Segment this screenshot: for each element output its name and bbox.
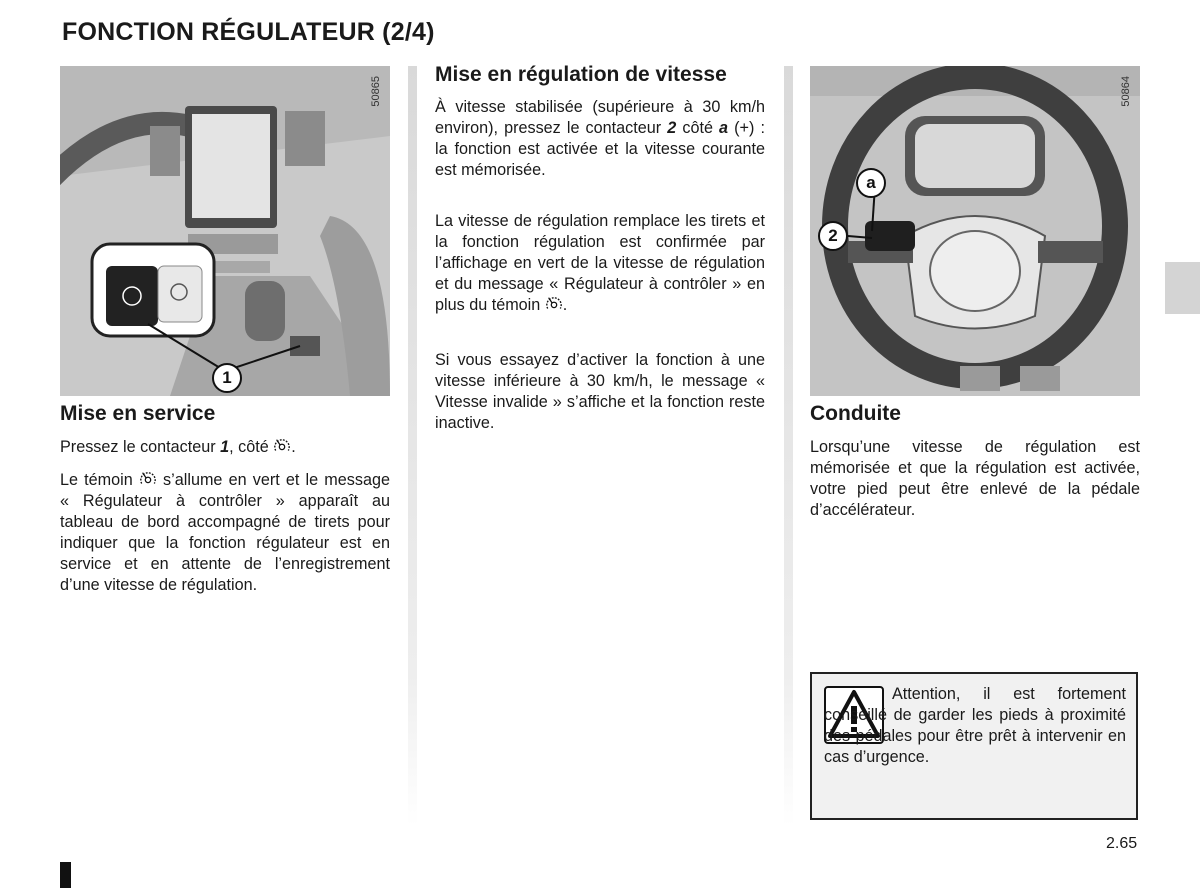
steering-wheel-drawing bbox=[810, 66, 1140, 396]
paragraph-mise-en-service-1 bbox=[60, 437, 390, 458]
text: . bbox=[291, 438, 296, 456]
paragraph-regulation-3: Si vous essayez d’activer la fonction à une vitesse inférieure à 30 km/h, le message « Vitesse invalide » s’affiche et la fonction reste inactive. bbox=[435, 351, 765, 432]
speedometer-icon bbox=[273, 437, 291, 455]
console-illustration bbox=[60, 66, 390, 396]
heading-conduite: Conduite bbox=[810, 402, 901, 425]
steering-wheel-illustration bbox=[810, 66, 1140, 396]
heading-mise-en-service: Mise en service bbox=[60, 402, 216, 425]
page-number: 2.65 bbox=[1106, 835, 1138, 852]
text: . bbox=[562, 296, 568, 314]
text: Pressez le contacteur bbox=[60, 438, 221, 456]
switch-number: 2 bbox=[667, 119, 677, 137]
speedometer-icon bbox=[545, 295, 563, 313]
column-divider-left bbox=[408, 66, 417, 826]
paragraph-mise-en-service-2 bbox=[60, 470, 390, 596]
callout-a: a bbox=[856, 168, 886, 198]
image-ref-code: 50865 bbox=[370, 76, 382, 107]
switch-number: 1 bbox=[220, 438, 230, 456]
column-divider-right bbox=[784, 66, 793, 826]
text: , côté bbox=[229, 438, 274, 456]
text: s’allume en vert et le message « Régulateur à contrôler » apparaît au tableau de bord accompagné de tirets pour indiquer que la fonction régulateur est en service et en attente de l’enregistrement d’une vitesse de régulation. bbox=[60, 471, 390, 594]
text: côté bbox=[676, 119, 720, 137]
warning-text: Attention, il est fortement conseillé de garder les pieds à proximité des pédales pour être prêt à intervenir en cas d’urgence. bbox=[824, 685, 1126, 766]
text: La vitesse de régulation remplace les tirets et la fonction régulation est confirmée par l’affichage en vert de la vitesse de régulation et du message « Régulateur à contrôler » en plus du témoin bbox=[435, 212, 765, 314]
warning-box bbox=[810, 672, 1138, 820]
heading-mise-en-regulation: Mise en régulation de vitesse bbox=[435, 63, 727, 86]
callout-2: 2 bbox=[818, 221, 848, 251]
crop-mark bbox=[60, 862, 71, 888]
paragraph-regulation-2 bbox=[435, 211, 765, 316]
speedometer-icon bbox=[139, 470, 157, 488]
text: À vitesse stabilisée (supérieure à 30 km/h environ), pressez le contacteur bbox=[435, 98, 765, 137]
callout-1: 1 bbox=[212, 363, 242, 393]
text: Le témoin bbox=[60, 471, 139, 489]
paragraph-regulation-1 bbox=[435, 97, 765, 181]
text: (+) : la fonction est activée et la vitesse courante est mémorisée. bbox=[435, 119, 765, 179]
page-title: FONCTION RÉGULATEUR (2/4) bbox=[62, 18, 435, 46]
chapter-tab bbox=[1165, 262, 1200, 314]
image-ref-code: 50864 bbox=[1120, 76, 1132, 107]
paragraph-conduite: Lorsqu’une vitesse de régulation est mémorisée et que la régulation est activée, votre pied peut être enlevé de la pédale d’accélérateur. bbox=[810, 438, 1140, 519]
side-letter: a bbox=[719, 119, 729, 137]
console-drawing bbox=[60, 66, 390, 396]
